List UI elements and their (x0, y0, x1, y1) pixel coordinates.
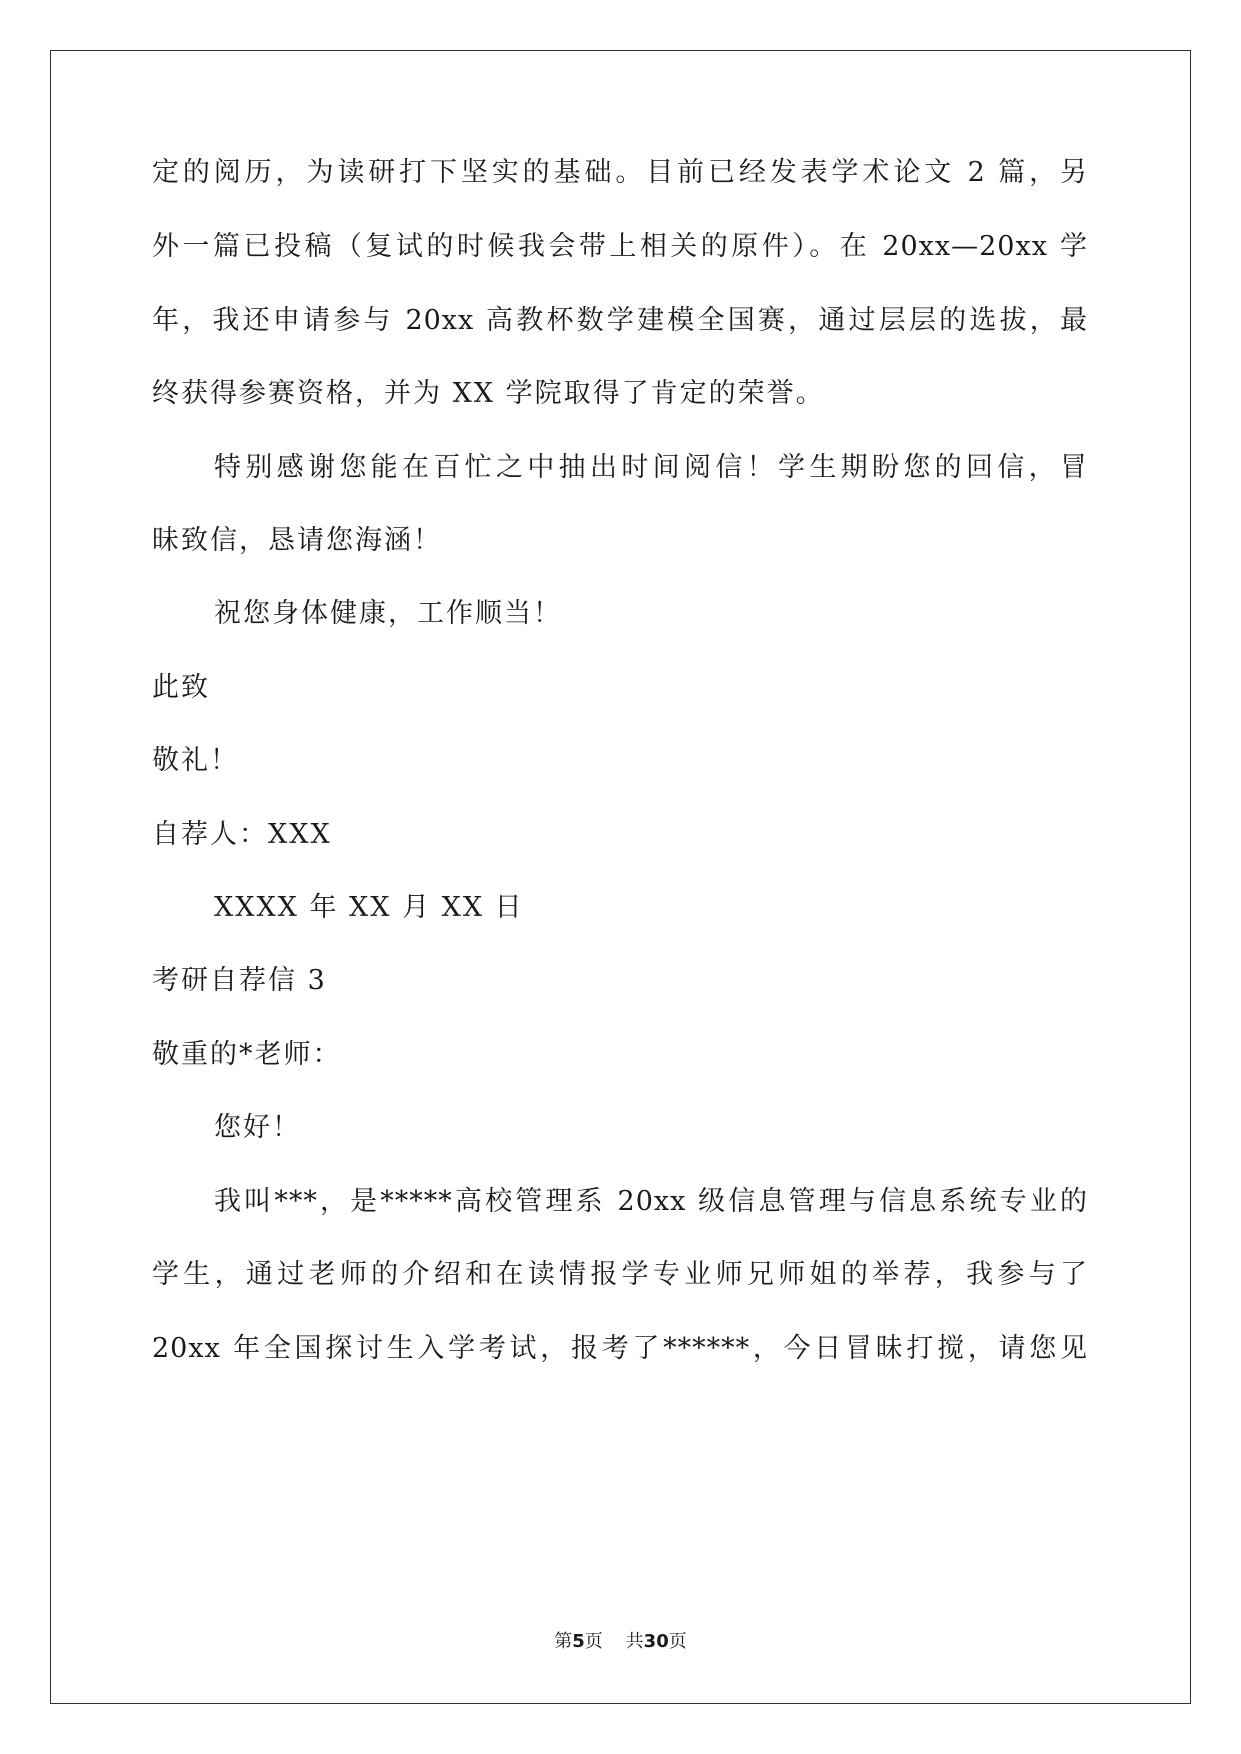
page-border (50, 50, 1191, 1704)
page-footer (0, 1631, 1241, 1653)
footer-prefix: 第 (554, 1631, 573, 1652)
section-title: 考研自荐信 3 (152, 965, 327, 996)
date-line: XXXX 年 XX 月 XX 日 (214, 892, 524, 923)
footer-total-prefix: 共 (625, 1631, 644, 1652)
paragraph-line: 外一篇已投稿（复试的时候我会带上相关的原件）。在 20xx—20xx 学 (152, 231, 1088, 262)
paragraph-line: 20xx 年全国探讨生入学考试，报考了******，今日冒昧打搅，请您见 (152, 1333, 1088, 1364)
footer-page-unit: 页 (584, 1631, 603, 1652)
paragraph-line: 昧致信，恳请您海涵！ (152, 525, 442, 556)
closing-respect: 敬礼！ (152, 745, 239, 776)
paragraph-line: 祝您身体健康，工作顺当！ (214, 598, 562, 629)
greeting-hello: 您好！ (214, 1112, 301, 1143)
footer-total-unit: 页 (668, 1631, 687, 1652)
paragraph-line: 年，我还申请参与 20xx 高教杯数学建模全国赛，通过层层的选拔，最 (152, 305, 1088, 336)
paragraph-line: 定的阅历，为读研打下坚实的基础。目前已经发表学术论文 2 篇，另 (152, 157, 1088, 188)
closing-salutation: 此致 (152, 672, 210, 703)
paragraph-line: 学生，通过老师的介绍和在读情报学专业师兄师姐的举荐，我参与了 (152, 1259, 1088, 1290)
total-pages-number: 30 (643, 1631, 669, 1652)
greeting-line: 敬重的*老师： (152, 1039, 342, 1070)
paragraph-line: 我叫***，是*****高校管理系 20xx 级信息管理与信息系统专业的 (214, 1186, 1088, 1217)
paragraph-line: 特别感谢您能在百忙之中抽出时间阅信！学生期盼您的回信，冒 (214, 452, 1088, 483)
paragraph-line: 终获得参赛资格，并为 XX 学院取得了肯定的荣誉。 (152, 378, 825, 409)
signature-line: 自荐人：XXX (152, 819, 332, 850)
current-page-number: 5 (572, 1631, 585, 1652)
